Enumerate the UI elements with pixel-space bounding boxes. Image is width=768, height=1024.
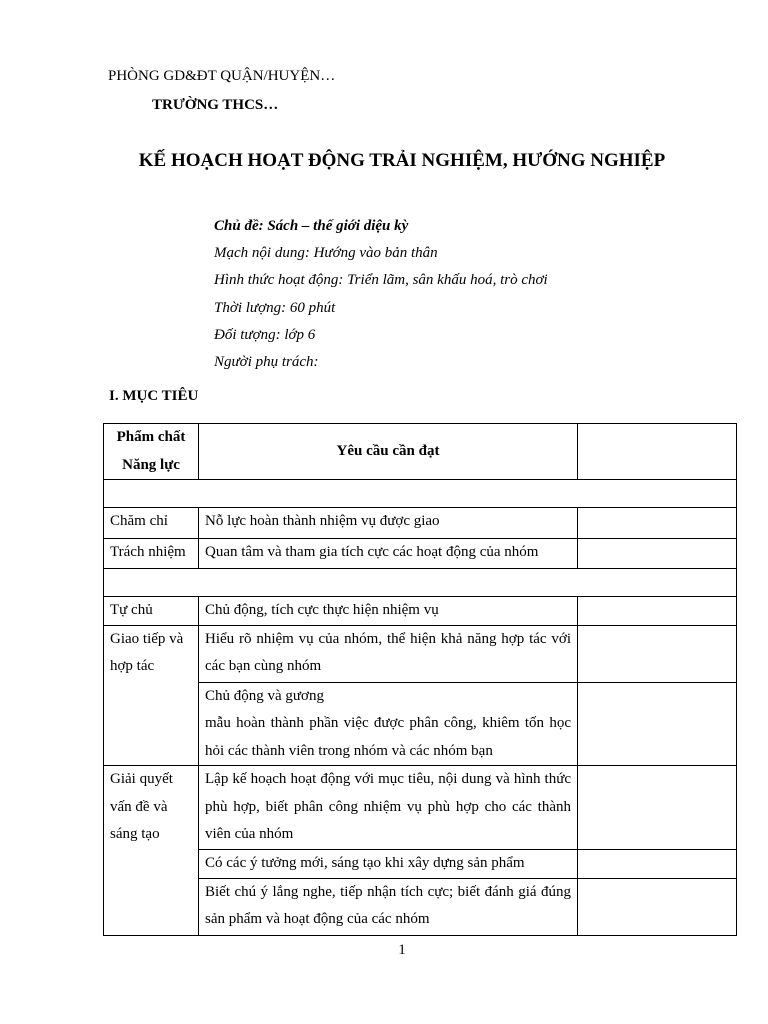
row-empty-cell — [578, 597, 737, 626]
school-header: TRƯỜNG THCS… — [152, 97, 279, 113]
header-competency-label: Năng lực — [122, 456, 180, 473]
section-title: I. MỤC TIÊU — [109, 388, 199, 404]
row-empty-cell — [578, 766, 737, 850]
requirement-line: Chủ động và gương — [205, 687, 324, 704]
row-label: Trách nhiệm — [104, 539, 199, 569]
header-cell-empty — [578, 424, 737, 480]
table-row — [104, 878, 737, 935]
blank-cell — [104, 480, 737, 508]
row-requirement: Chủ động, tích cực thực hiện nhiệm vụ — [199, 597, 578, 626]
row-empty-cell — [578, 849, 737, 878]
table-row — [104, 539, 737, 569]
row-empty-cell — [578, 682, 737, 766]
row-label: Chăm chỉ — [104, 508, 199, 539]
row-empty-cell — [578, 625, 737, 682]
row-requirement: Hiểu rõ nhiệm vụ của nhóm, thể hiện khả năng hợp tác với các bạn cùng nhóm — [199, 625, 578, 682]
row-requirement: Nỗ lực hoàn thành nhiệm vụ được giao — [199, 508, 578, 539]
table-row — [104, 849, 737, 878]
row-empty-cell — [578, 878, 737, 935]
meta-person-in-charge: Người phụ trách: — [214, 354, 319, 370]
department-header: PHÒNG GD&ĐT QUẬN/HUYỆN… — [108, 68, 336, 84]
row-label: Tự chủ — [104, 597, 199, 626]
header-requirement-label: Yêu cầu cần đạt — [336, 442, 440, 459]
header-quality-label: Phẩm chất — [116, 429, 186, 445]
table-row-blank — [104, 569, 737, 597]
meta-topic: Chủ đề: Sách – thế giới diệu kỳ — [214, 218, 409, 234]
row-empty-cell — [578, 539, 737, 569]
row-requirement — [199, 682, 578, 766]
row-empty-cell — [578, 508, 737, 539]
objectives-table — [103, 423, 737, 936]
row-label: Giải quyết vấn đề và sáng tạo — [104, 766, 199, 936]
table-row-blank — [104, 480, 737, 508]
table-row — [104, 597, 737, 626]
meta-content-strand: Mạch nội dung: Hướng vào bản thân — [214, 245, 438, 261]
table-row — [104, 508, 737, 539]
meta-audience: Đối tượng: lớp 6 — [214, 327, 316, 343]
document-title: KẾ HOẠCH HOẠT ĐỘNG TRẢI NGHIỆM, HƯỚNG NGHIỆP — [138, 150, 666, 171]
table-row — [104, 625, 737, 682]
header-cell-requirement — [199, 424, 578, 480]
table-row — [104, 682, 737, 766]
header-cell-quality — [104, 424, 199, 480]
row-requirement: Có các ý tưởng mới, sáng tạo khi xây dựng sản phẩm — [199, 849, 578, 878]
row-requirement: Biết chú ý lắng nghe, tiếp nhận tích cực; biết đánh giá đúng sản phẩm và hoạt động của các nhóm — [199, 878, 578, 935]
page-number: 1 — [398, 942, 406, 958]
row-label: Giao tiếp và hợp tác — [104, 625, 199, 766]
meta-duration: Thời lượng: 60 phút — [214, 300, 336, 316]
row-requirement: Lập kế hoạch hoạt động với mục tiêu, nội dung và hình thức phù hợp, biết phân công nhiệm vụ phù hợp cho các thành viên của nhóm — [199, 766, 578, 850]
requirement-line: mẫu hoàn thành phần việc được phân công, khiêm tốn học hỏi các thành viên trong nhóm và các nhóm bạn — [205, 715, 571, 759]
meta-activity-format: Hình thức hoạt động: Triển lãm, sân khấu hoá, trò chơi — [214, 272, 548, 288]
row-requirement: Quan tâm và tham gia tích cực các hoạt động của nhóm — [199, 539, 578, 569]
table-row — [104, 766, 737, 850]
table-header-row — [104, 424, 737, 480]
blank-cell — [104, 569, 737, 597]
